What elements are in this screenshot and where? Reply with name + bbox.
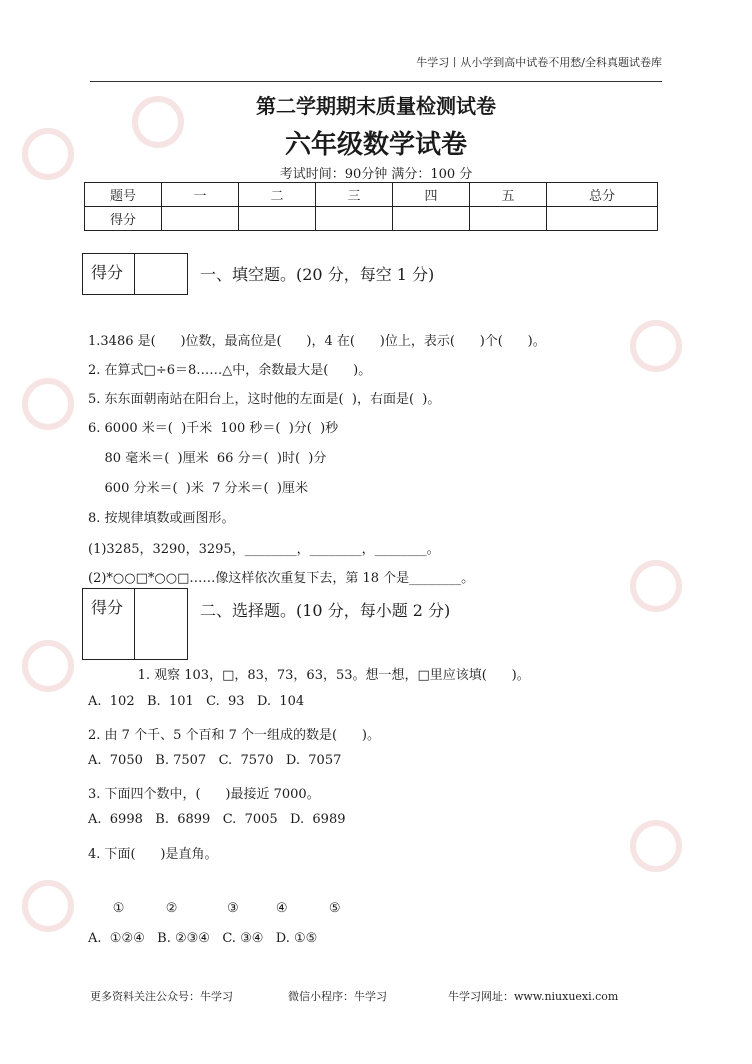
- score-cell[interactable]: [470, 207, 547, 231]
- watermark-logo: [22, 378, 74, 430]
- score-table-header: 三: [316, 183, 393, 207]
- score-table-header: 总分: [547, 183, 658, 207]
- question-line: 2. 由 7 个千、5 个百和 7 个一组成的数是( )。: [88, 728, 380, 743]
- question-line: A. 7050 B. 7507 C. 7570 D. 7057: [88, 753, 342, 768]
- exam-subtitle: 六年级数学试卷: [284, 130, 467, 160]
- score-cell[interactable]: [316, 207, 393, 231]
- question-line: 4. 下面( )是直角。: [88, 847, 218, 862]
- score-table-header: 四: [393, 183, 470, 207]
- score-table-header: 题号: [85, 183, 162, 207]
- question-line: 1.3486 是( )位数，最高位是( )，4 在( )位上，表示( )个( )。: [88, 334, 546, 349]
- footer-wechat-account: 更多资料关注公众号：牛学习: [90, 990, 233, 1003]
- section1-score-blank[interactable]: [135, 254, 187, 294]
- exam-title: 第二学期期末质量检测试卷: [256, 94, 496, 118]
- question-line: 8. 按规律填数或画图形。: [88, 511, 235, 526]
- score-table-header: 五: [470, 183, 547, 207]
- score-table-header: 一: [162, 183, 239, 207]
- question-line: 2. 在算式□÷6＝8……△中，余数最大是( )。: [88, 363, 372, 378]
- question-line: A. 6998 B. 6899 C. 7005 D. 6989: [88, 812, 346, 827]
- score-table-header: 二: [239, 183, 316, 207]
- question-line: ① ② ③ ④ ⑤: [88, 901, 341, 916]
- score-cell[interactable]: [239, 207, 316, 231]
- footer-website-link[interactable]: 牛学习网址：www.niuxuexi.com: [448, 990, 619, 1003]
- score-table-row: [85, 207, 658, 231]
- question-line: A. ①②④ B. ②③④ C. ③④ D. ①⑤: [88, 931, 318, 946]
- score-table: [84, 182, 658, 231]
- question-line: 5. 东东面朝南站在阳台上，这时他的左面是( )，右面是( )。: [88, 392, 441, 407]
- watermark-logo: [22, 880, 74, 932]
- question-line: 1. 观察 103，□，83，73，63，53。想一想，□里应该填( )。: [88, 668, 530, 683]
- section1-title: 一、填空题。(20 分，每空 1 分): [200, 265, 435, 284]
- section2-title: 二、选择题。(10 分，每小题 2 分): [200, 601, 451, 620]
- score-table-row-label: 得分: [85, 207, 162, 231]
- question-line: A. 102 B. 101 C. 93 D. 104: [88, 694, 305, 709]
- section2-score-label: 得分: [83, 589, 135, 659]
- watermark-logo: [630, 820, 682, 872]
- footer-mini-program: 微信小程序：牛学习: [288, 990, 387, 1003]
- section1-score-box: [82, 253, 188, 295]
- exam-info: 考试时间：90分钟 满分：100 分: [279, 167, 473, 182]
- score-table-header-row: [85, 183, 658, 207]
- header-text: 牛学习丨从小学到高中试卷不用愁/全科真题试卷库: [416, 56, 662, 69]
- watermark-logo: [630, 320, 682, 372]
- watermark-logo: [22, 640, 74, 692]
- section2-score-blank[interactable]: [135, 589, 187, 659]
- question-line: (1)3285，3290，3295，________，________，________。: [88, 542, 440, 557]
- question-line: 3. 下面四个数中，( )最接近 7000。: [88, 787, 320, 802]
- score-cell[interactable]: [162, 207, 239, 231]
- score-cell[interactable]: [393, 207, 470, 231]
- question-line: 80 毫米＝( )厘米 66 分＝( )时( )分: [88, 451, 327, 466]
- score-cell[interactable]: [547, 207, 658, 231]
- header-rule: [90, 81, 662, 82]
- question-line: 600 分米＝( )米 7 分米＝( )厘米: [88, 481, 308, 496]
- question-line: (2)*○○□*○○□……像这样依次重复下去，第 18 个是________。: [88, 571, 475, 586]
- watermark-logo: [630, 560, 682, 612]
- section2-score-box: [82, 588, 188, 660]
- section1-score-label: 得分: [83, 254, 135, 294]
- question-line: 6. 6000 米＝( )千米 100 秒＝( )分( )秒: [88, 421, 339, 436]
